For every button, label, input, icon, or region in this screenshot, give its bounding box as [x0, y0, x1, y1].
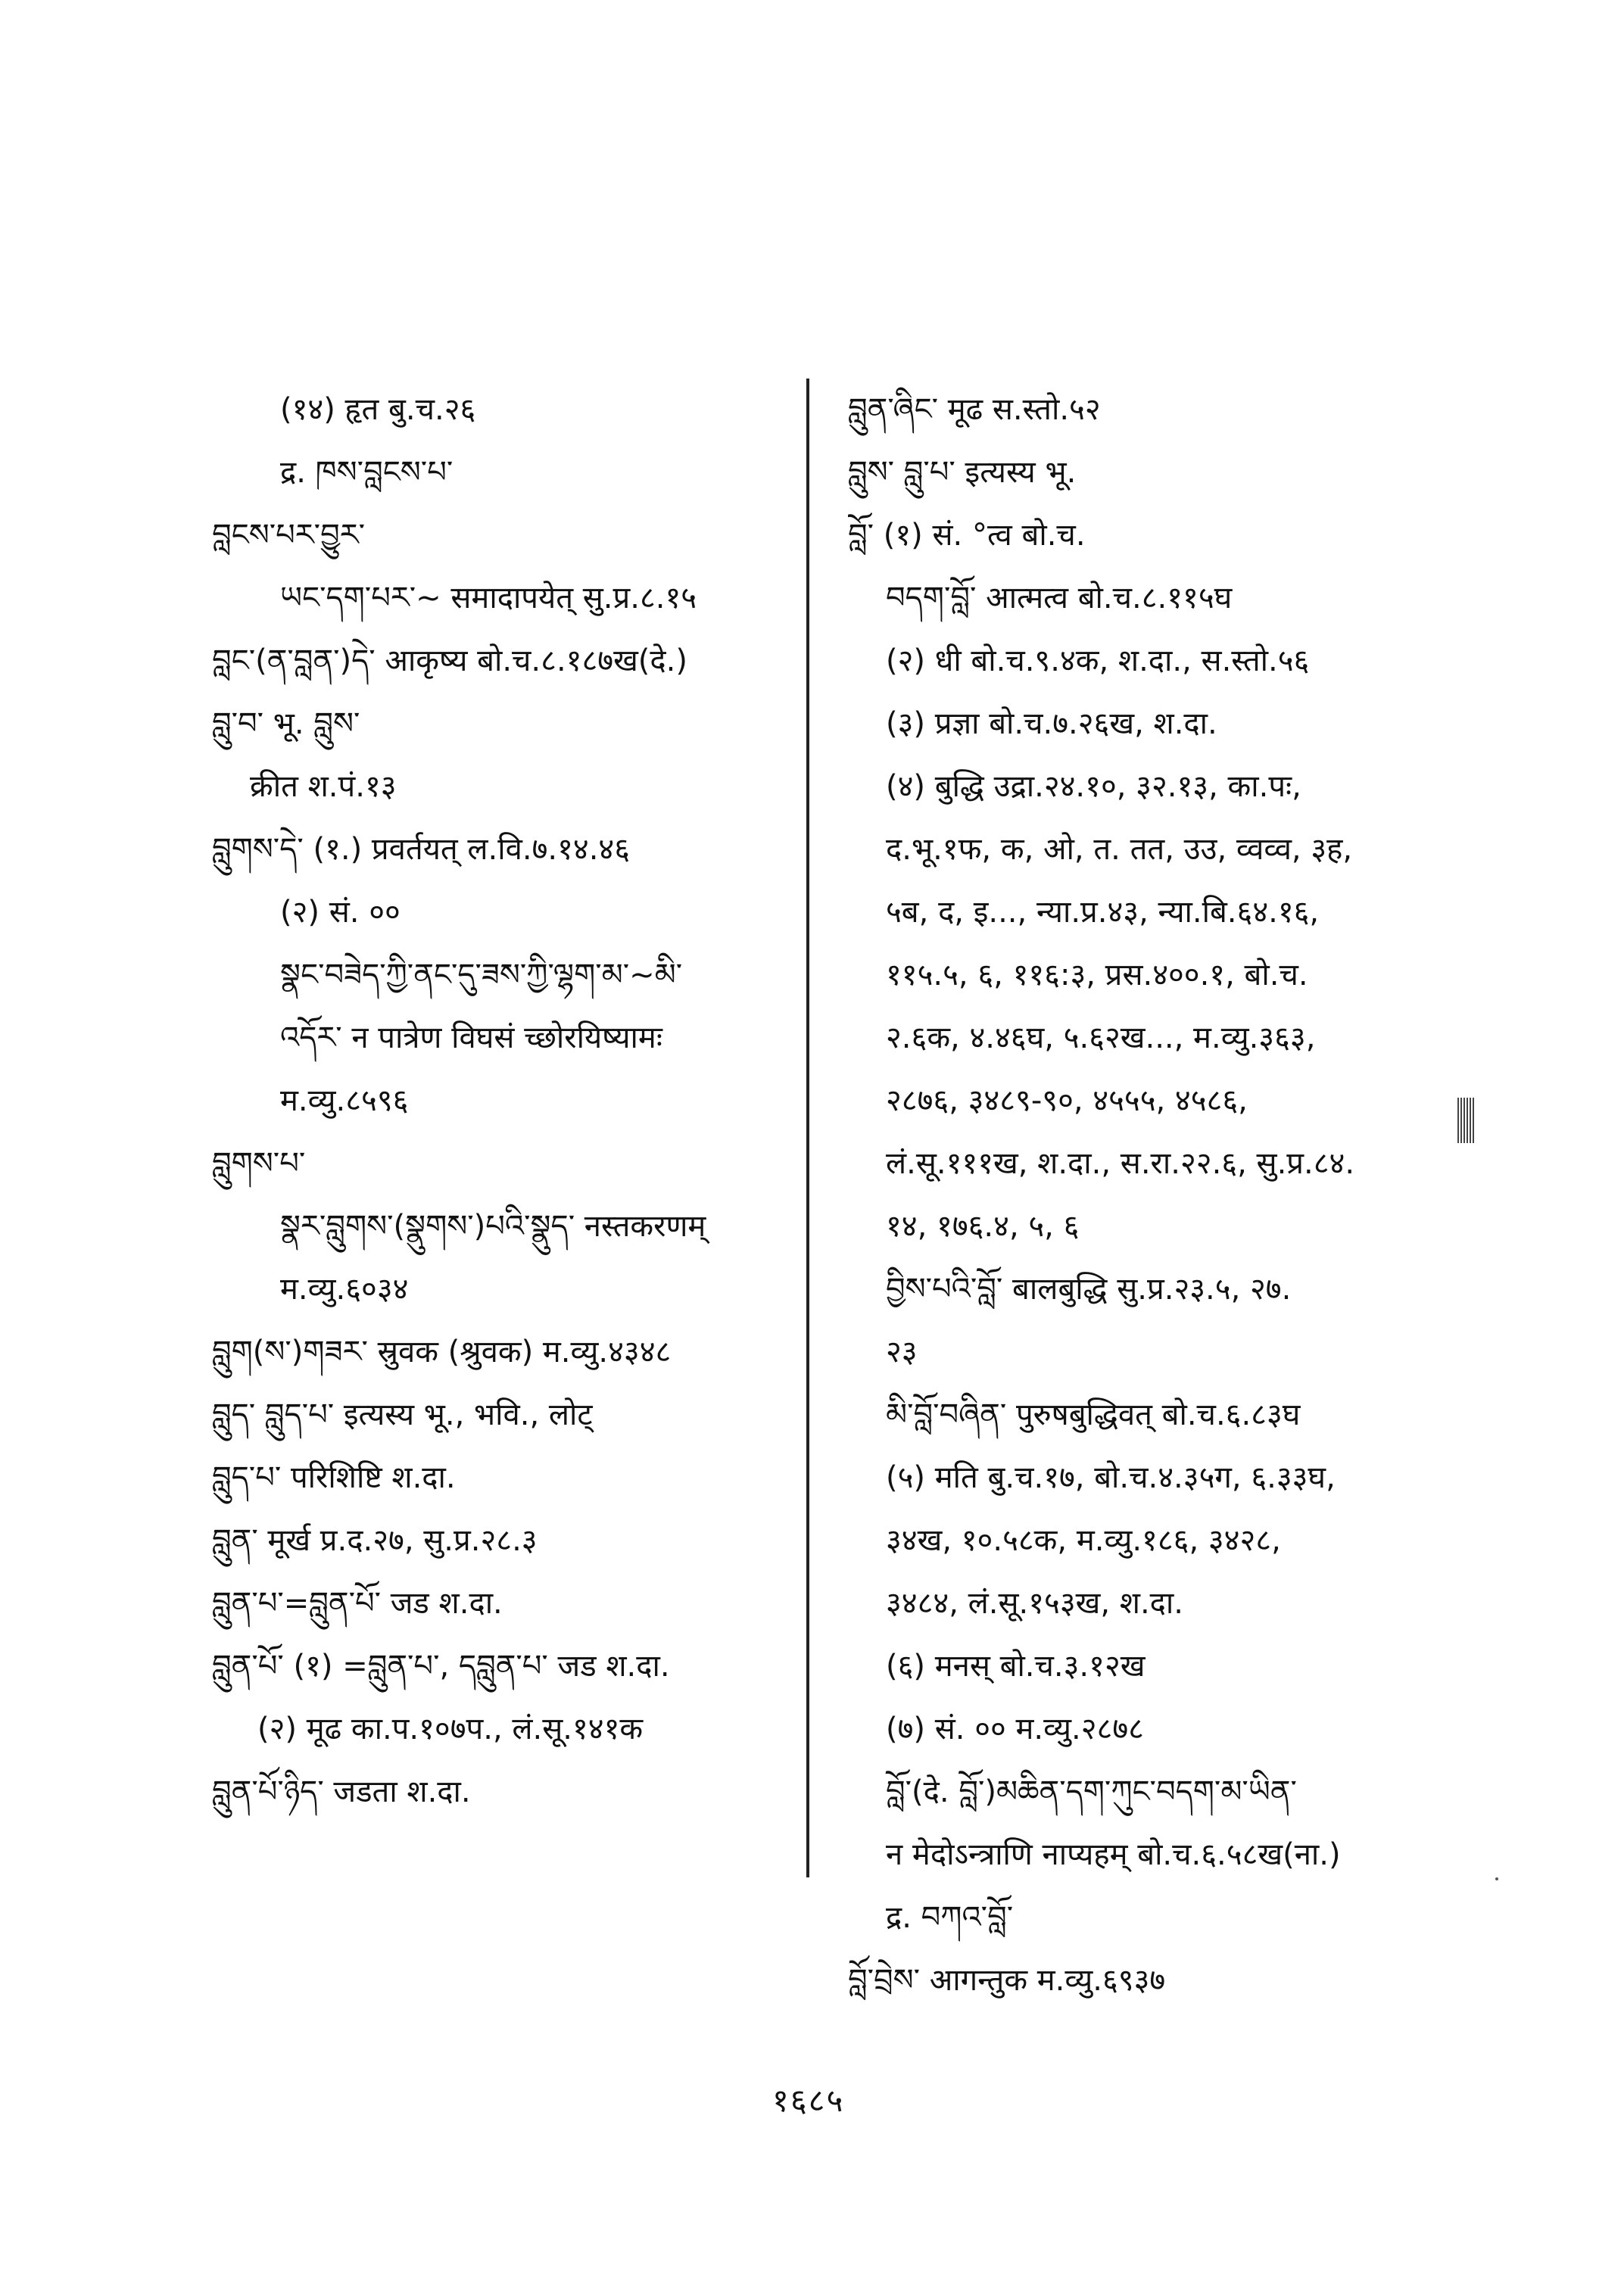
- left-entry-line: བླུན་པ་=བླུན་པོ་ जड श.दा.: [212, 1586, 503, 1621]
- right-entry-line: (७) सं. ०० म.व्यु.२८७८: [886, 1712, 1144, 1746]
- right-entry-line: མི་བློ་བཞིན་ पुरुषबुद्धिवत् बो.च.६.८३घ: [886, 1397, 1301, 1432]
- left-entry-line: བླུགས་པ་: [212, 1146, 306, 1181]
- left-entry-line: द्र. ཁས་བླངས་པ་: [280, 455, 454, 490]
- scan-margin-mark: [1457, 1098, 1474, 1143]
- left-entry-line: म.व्यु.८५९६: [280, 1083, 409, 1118]
- right-entry-line: བླུན་ཞིང་ मूढ स.स्तो.५२: [848, 392, 1101, 427]
- left-entry-line: བླུགས་དེ་ (१.) प्रवर्तयत् ल.वि.७.१४.४६: [212, 832, 631, 867]
- left-entry-line: བླུན་པོ་ཉིད་ जडता श.दा.: [212, 1774, 471, 1809]
- left-entry-line: བླུད་པ་ परिशिष्टि श.दा.: [212, 1460, 456, 1495]
- right-entry-line: २८७६, ३४८९-९०, ४५५५, ४५८६,: [886, 1083, 1248, 1118]
- right-entry-line: ३४ख, १०.५८क, म.व्यु.१८६, ३४२८,: [886, 1523, 1281, 1558]
- right-entry-line: བློ་(दे. བློ་)མཆིན་དག་ཀུང་བདག་མ་ཡིན་: [886, 1774, 1297, 1809]
- right-entry-line: द.भू.१फ, क, ओ, त. तत, उउ, व्वव्व, ३ह,: [886, 832, 1353, 867]
- right-entry-line: (३) प्रज्ञा बो.च.७.२६ख, श.दा.: [886, 706, 1217, 741]
- right-entry-line: लं.सू.१११ख, श.दा., स.रा.२२.६, सु.प्र.८४.: [886, 1146, 1355, 1181]
- right-entry-line: (४) बुद्धि उद्रा.२४.१०, ३२.१३, का.पः,: [886, 769, 1301, 804]
- left-entry-line: འདོར་ न पात्रेण विघसं च्छोरयिष्यामः: [280, 1020, 662, 1055]
- right-column: [848, 379, 1514, 2012]
- right-entry-line: ११५.५, ६, ११६:३, प्रस.४००.१, बो.च.: [886, 958, 1308, 992]
- right-entry-line: (५) मति बु.च.१७, बो.च.४.३५ग, ६.३३घ,: [886, 1460, 1336, 1495]
- right-entry-line: བདག་བློ་ आत्मत्व बो.च.८.११५घ: [886, 581, 1233, 615]
- page-number: १६८५: [772, 2082, 845, 2119]
- left-entry-line: བླུན་པོ་ (१) =བླུན་པ་, དབླུན་པ་ जड श.दा.: [212, 1649, 670, 1684]
- left-entry-line: བླངས་པར་བྱུར་: [212, 518, 366, 553]
- left-entry-line: ཡང་དག་པར་~ समादापयेत् सु.प्र.८.१५: [280, 581, 697, 615]
- left-column: [212, 379, 795, 1824]
- left-entry-line: क्रीत श.पं.१३: [250, 769, 397, 804]
- right-entry-line: ३४८४, लं.सू.१५३ख, श.दा.: [886, 1586, 1183, 1621]
- right-entry-line: བླུས་ བླུ་པ་ इत्यस्य भू.: [848, 455, 1077, 490]
- right-entry-line: (६) मनस् बो.च.३.१२ख: [886, 1649, 1146, 1684]
- right-entry-line: བློ་བྲེས་ आगन्तुक म.व्यु.६९३७: [848, 1963, 1166, 1998]
- left-entry-line: (२) मूढ का.प.१०७प., लं.सू.१४१क: [257, 1712, 644, 1746]
- left-entry-line: (२) सं. ००: [280, 895, 401, 930]
- right-entry-line: २.६क, ४.४६घ, ५.६२ख..., म.व्यु.३६३,: [886, 1020, 1316, 1055]
- left-entry-line: སྣར་བླུགས་(སྣུགས་)པའི་སྣུད་ नस्तकरणम्: [280, 1209, 706, 1244]
- left-entry-line: (१४) हृत बु.च.२६: [280, 392, 476, 427]
- right-entry-line: १४, १७६.४, ५, ६: [886, 1209, 1080, 1244]
- scan-speck: [1495, 1877, 1498, 1880]
- left-entry-line: བླུ་བ་ भू. བླུས་: [212, 706, 360, 741]
- right-entry-line: བློ་ (१) सं. °त्व बो.च.: [848, 518, 1086, 553]
- right-entry-line: ५ब, द, इ..., न्या.प्र.४३, न्या.बि.६४.१६,: [886, 895, 1320, 930]
- left-entry-line: བླུན་ मूर्ख प्र.द.२७, सु.प्र.२८.३: [212, 1523, 538, 1558]
- column-divider: [806, 379, 809, 1877]
- right-entry-line: द्र. བཀའ་བློ་: [886, 1900, 1014, 1935]
- right-entry-line: བྱིས་པའི་བློ་ बालबुद्धि सु.प्र.२३.५, २७.: [886, 1272, 1292, 1307]
- left-entry-line: བླང་(ན་བླན་)དེ་ आकृष्य बो.च.८.१८७ख(दे.): [212, 643, 687, 678]
- left-entry-line: म.व्यु.६०३४: [280, 1272, 409, 1307]
- left-entry-line: བླུག(ས་)གཟར་ स्रुवक (श्रुवक) म.व्यु.४३४८: [212, 1335, 672, 1369]
- right-entry-line: (२) धी बो.च.९.४क, श.दा., स.स्तो.५६: [886, 643, 1310, 678]
- right-entry-line: २३: [886, 1335, 918, 1369]
- right-entry-line: न मेदोऽन्त्राणि नाप्यहम् बो.च.६.५८ख(ना.): [886, 1837, 1341, 1872]
- left-entry-line: སྣང་བཟེད་ཀྱི་ནང་དུ་ཟས་ཀྱི་ལྷག་མ་~མི་: [280, 958, 683, 992]
- left-entry-line: བླུད་ བླུད་པ་ इत्यस्य भू., भवि., लोट्: [212, 1397, 593, 1432]
